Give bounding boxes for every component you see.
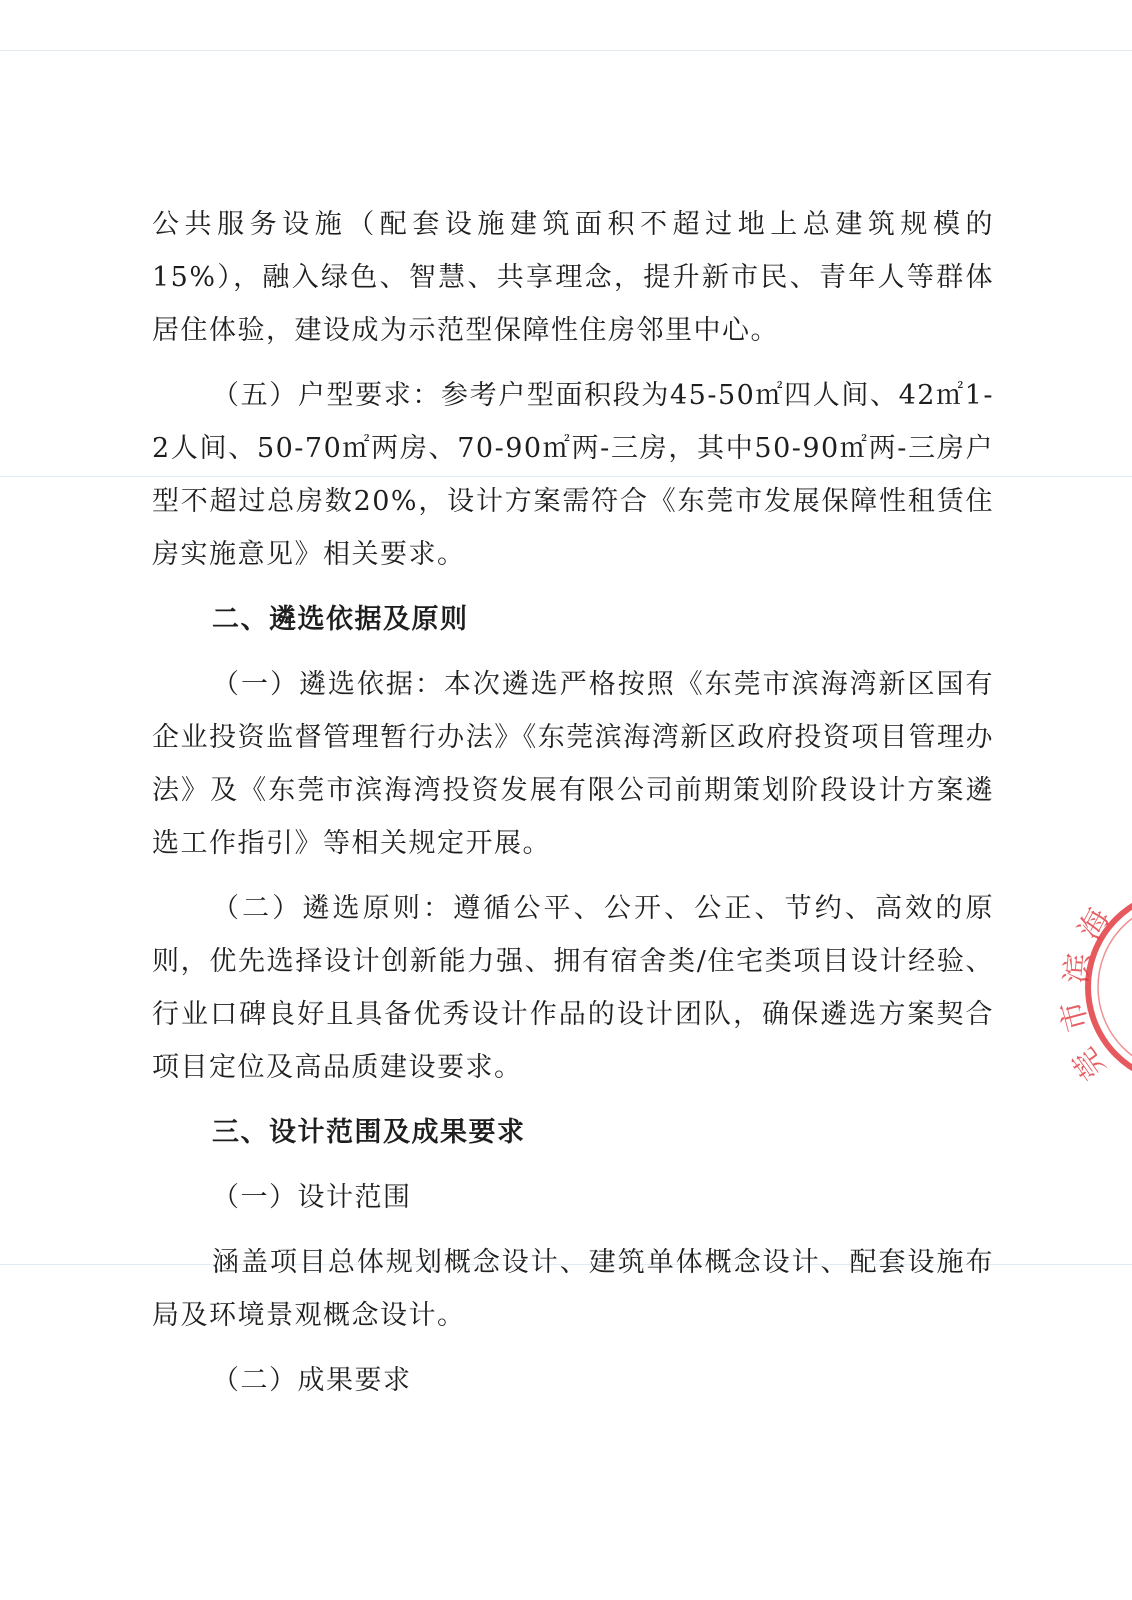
- paragraph-unit-type-requirements: （五）户型要求：参考户型面积段为45-50㎡四人间、42㎡1-2人间、50-70㎡两房、70-90㎡两-三房，其中50-90㎡两-三房户型不超过总房数20%，设计方案需符合《东莞市发展保障性租赁住房实施意见》相关要求。: [152, 380, 994, 570]
- paragraph-design-scope: 涵盖项目总体规划概念设计、建筑单体概念设计、配套设施布局及环境景观概念设计。: [152, 1247, 994, 1331]
- scan-line-top: [0, 50, 1132, 51]
- svg-text:滨: 滨: [1059, 951, 1097, 985]
- paragraph-selection-basis: （一）遴选依据：本次遴选严格按照《东莞市滨海湾新区国有企业投资监督管理暂行办法》《东莞滨海湾新区政府投资项目管理办法》及《东莞市滨海湾投资发展有限公司前期策划阶段设计方案遴选工作指引》等相关规定开展。: [152, 669, 994, 859]
- document-body: [152, 198, 994, 1407]
- subheading-deliverables: （二）成果要求: [212, 1365, 412, 1396]
- subheading-design-scope: （一）设计范围: [212, 1182, 412, 1213]
- official-seal-stamp: [1054, 882, 1132, 1092]
- paragraph-public-facilities: 公共服务设施（配套设施建筑面积不超过地上总建筑规模的15%），融入绿色、智慧、共享理念，提升新市民、青年人等群体居住体验，建设成为示范型保障性住房邻里中心。: [152, 209, 994, 346]
- section-heading-selection-basis: 二、遴选依据及原则: [212, 604, 469, 635]
- svg-text:海: 海: [1072, 902, 1118, 946]
- svg-text:市: 市: [1054, 996, 1096, 1035]
- svg-text:莞: 莞: [1066, 1040, 1113, 1086]
- section-heading-design-scope: 三、设计范围及成果要求: [212, 1117, 526, 1148]
- paragraph-selection-principles: （二）遴选原则：遵循公平、公开、公正、节约、高效的原则，优先选择设计创新能力强、拥有宿舍类/住宅类项目设计经验、行业口碑良好且具备优秀设计作品的设计团队，确保遴选方案契合项目定位及高品质建设要求。: [152, 893, 994, 1083]
